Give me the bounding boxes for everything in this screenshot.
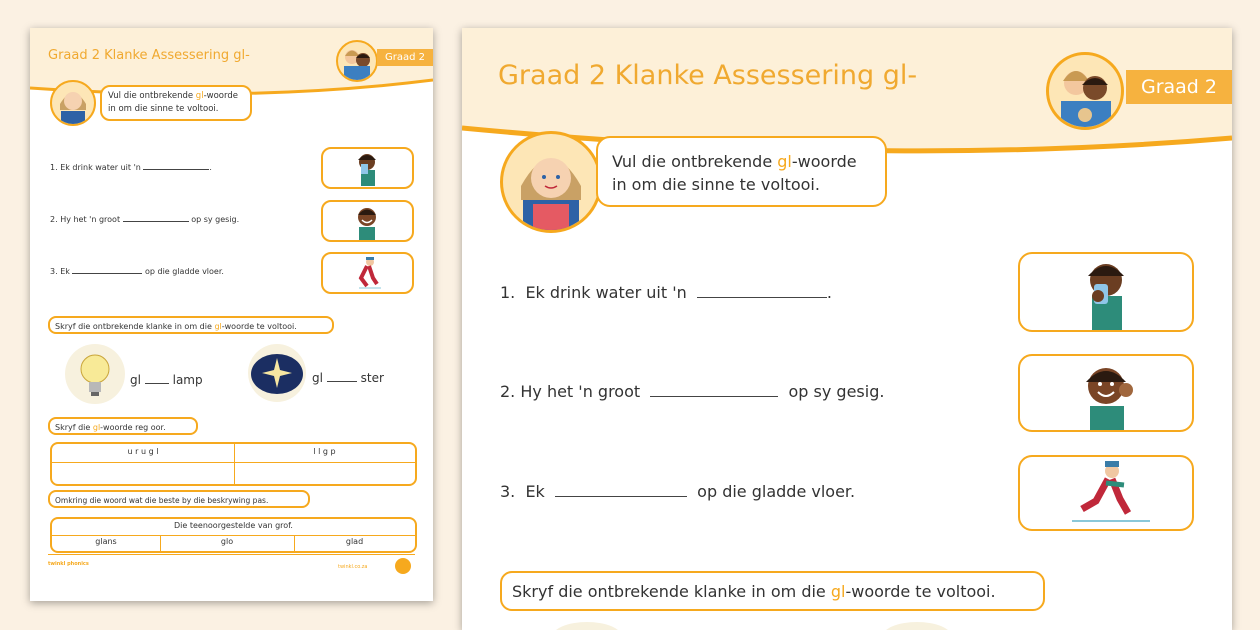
answer-blank[interactable]	[697, 297, 827, 298]
boy-smiling-icon	[323, 202, 412, 240]
answer-blank[interactable]	[123, 221, 189, 222]
girl-avatar-icon	[500, 131, 602, 233]
picture-box-3	[1018, 455, 1194, 531]
footer-line	[48, 554, 415, 555]
star-icon	[882, 622, 952, 630]
page-title: Graad 2 Klanke Assessering gl-	[498, 60, 918, 91]
children-avatar-icon	[336, 40, 378, 82]
picture-box-3	[321, 252, 414, 294]
jumbled-word-2: l l g p	[313, 447, 336, 456]
option-glo[interactable]: glo	[220, 537, 234, 546]
answer-blank[interactable]	[145, 383, 169, 384]
section-2-banner: Skryf die ontbrekende klanke in om die gl-woorde te voltooi.	[48, 316, 334, 334]
lightbulb-icon	[65, 344, 125, 404]
section-2-banner: Skryf die ontbrekende klanke in om die gl-woorde te voltooi.	[500, 571, 1045, 611]
section-4-banner: Omkring die woord wat die beste by die beskrywing pas.	[48, 490, 310, 508]
boy-drinking-icon	[323, 149, 412, 187]
children-avatar-icon	[1046, 52, 1124, 130]
boy-drinking-icon	[1020, 254, 1192, 330]
answer-blank[interactable]	[555, 496, 687, 497]
picture-box-2	[321, 200, 414, 242]
section-3-banner: Skryf die gl-woorde reg oor.	[48, 417, 198, 435]
option-glans[interactable]: glans	[95, 537, 117, 546]
fill-word-1: gl lamp	[130, 373, 203, 387]
girl-avatar-icon	[50, 80, 96, 126]
worksheet-page-zoomed	[462, 28, 1232, 630]
boy-smiling-icon	[1020, 356, 1192, 430]
grade-tab: Graad 2	[1126, 70, 1232, 104]
picture-box-1	[321, 147, 414, 189]
option-glad[interactable]: glad	[345, 537, 364, 546]
question-2: 2. Hy het 'n groot op sy gesig.	[50, 215, 240, 224]
answer-blank[interactable]	[650, 396, 778, 397]
instruction-bubble: Vul die ontbrekende gl-woorde in om die sinne te voltooi.	[596, 136, 887, 207]
question-3: 3. Ek op die gladde vloer.	[50, 267, 224, 276]
footer-brand: twinkl phonics	[48, 561, 89, 567]
answer-blank[interactable]	[143, 169, 209, 170]
description-text: Die teenoorgestelde van grof.	[174, 521, 293, 530]
star-icon	[248, 344, 306, 402]
worksheet-page-thumbnail	[30, 28, 433, 601]
question-1: 1. Ek drink water uit 'n .	[500, 283, 832, 302]
jumbled-word-1: u r u g l	[127, 447, 159, 456]
grade-tab: Graad 2	[377, 49, 433, 66]
footer-brand-logo	[395, 558, 411, 574]
answer-blank[interactable]	[72, 273, 142, 274]
picture-box-2	[1018, 354, 1194, 432]
picture-box-1	[1018, 252, 1194, 332]
page-title: Graad 2 Klanke Assessering gl-	[48, 48, 250, 63]
question-2: 2. Hy het 'n groot op sy gesig.	[500, 382, 885, 401]
footer-url: twinkl.co.za	[338, 564, 368, 570]
question-3: 3. Ek op die gladde vloer.	[500, 482, 856, 501]
boy-skating-icon	[323, 254, 412, 292]
lightbulb-icon	[552, 622, 622, 630]
boy-skating-icon	[1020, 457, 1192, 529]
options-table	[50, 517, 417, 553]
answer-blank[interactable]	[327, 381, 357, 382]
fill-word-2: gl ster	[312, 371, 384, 385]
instruction-bubble: Vul die ontbrekende gl-woorde in om die sinne te voltooi.	[100, 85, 252, 121]
question-1: 1. Ek drink water uit 'n .	[50, 163, 212, 172]
jumbled-words-table	[50, 442, 417, 486]
